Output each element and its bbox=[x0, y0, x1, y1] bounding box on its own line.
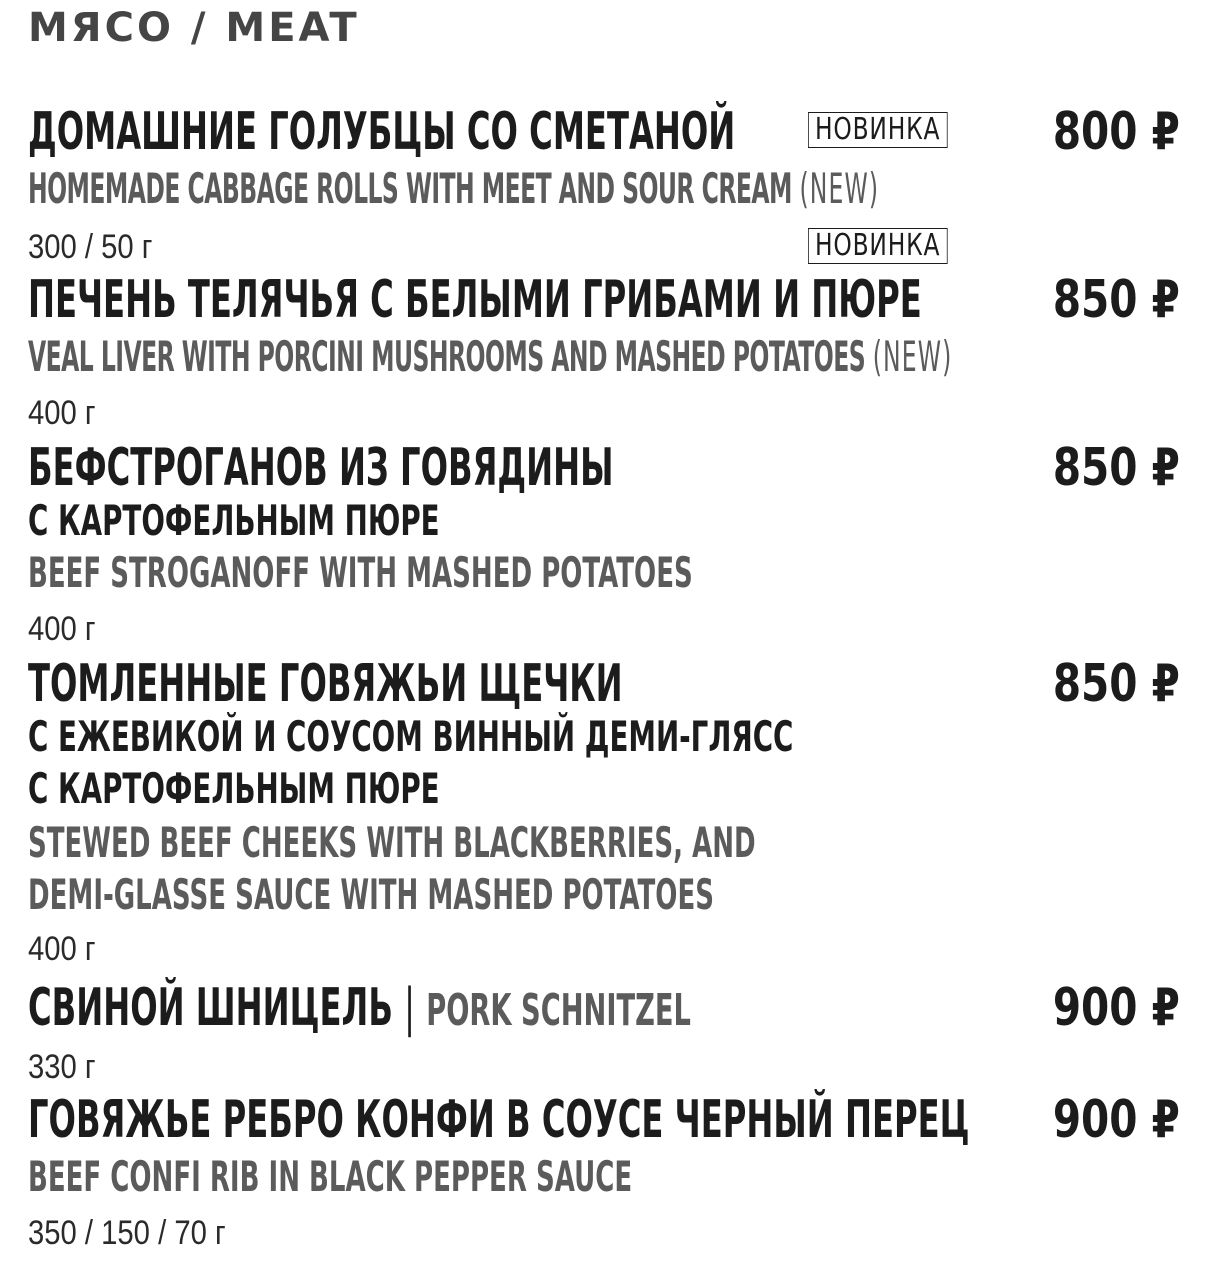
dish-name-ru-line3: С КАРТОФЕЛЬНЫМ ПЮРЕ bbox=[28, 764, 440, 813]
dish-price: 850 ₽ bbox=[1052, 438, 1180, 498]
dish-name-en: STEWED BEEF CHEEKS WITH BLACKBERRIES, AND bbox=[28, 818, 756, 867]
dish-weight: 400 г bbox=[28, 394, 96, 432]
dish-weight: 400 г bbox=[28, 930, 96, 968]
dish-price: 900 ₽ bbox=[1052, 1090, 1180, 1150]
dish-price: 900 ₽ bbox=[1052, 978, 1180, 1038]
dish-name-ru bbox=[28, 980, 691, 1039]
dish-price: 850 ₽ bbox=[1052, 654, 1180, 714]
dish-name-en: BEEF STROGANOFF WITH MASHED POTATOES bbox=[28, 548, 693, 597]
dish-price: 800 ₽ bbox=[1052, 102, 1180, 162]
dish-name-ru: ТОМЛЕННЫЕ ГОВЯЖЬИ ЩЕЧКИ bbox=[28, 654, 623, 714]
dish-name-ru: ДОМАШНИЕ ГОЛУБЦЫ СО СМЕТАНОЙ bbox=[28, 102, 736, 162]
dish-weight: 350 / 150 / 70 г bbox=[28, 1214, 226, 1252]
dish-name-ru: ГОВЯЖЬЕ РЕБРО КОНФИ В СОУСЕ ЧЕРНЫЙ ПЕРЕЦ bbox=[28, 1090, 970, 1150]
new-tag: (NEW) bbox=[872, 332, 953, 381]
dish-name-ru-line2: С КАРТОФЕЛЬНЫМ ПЮРЕ bbox=[28, 496, 440, 545]
dish-weight: 330 г bbox=[28, 1048, 96, 1086]
dish-name-en-text: HOMEMADE CABBAGE ROLLS WITH MEET AND SOUR CREAM bbox=[28, 164, 792, 213]
dish-weight: 300 / 50 г bbox=[28, 228, 153, 266]
dish-name-ru: ПЕЧЕНЬ ТЕЛЯЧЬЯ С БЕЛЫМИ ГРИБАМИ И ПЮРЕ bbox=[28, 270, 922, 330]
new-badge: НОВИНКА bbox=[808, 228, 947, 264]
new-tag: (NEW) bbox=[799, 164, 880, 213]
dish-name-en bbox=[28, 334, 952, 380]
dish-name-en bbox=[28, 166, 879, 212]
dish-price: 850 ₽ bbox=[1052, 270, 1180, 330]
dish-name-en: PORK SCHNITZEL bbox=[426, 985, 691, 1036]
dish-name-ru: БЕФСТРОГАНОВ ИЗ ГОВЯДИНЫ bbox=[28, 438, 614, 498]
dish-name-ru-line2: С ЕЖЕВИКОЙ И СОУСОМ ВИННЫЙ ДЕМИ-ГЛЯСС bbox=[28, 712, 794, 761]
dish-name-en-text: VEAL LIVER WITH PORCINI MUSHROOMS AND MASHED POTATOES bbox=[28, 332, 866, 381]
dish-name-en-line2: DEMI-GLASSE SAUCE WITH MASHED POTATOES bbox=[28, 870, 714, 919]
new-badge: НОВИНКА bbox=[808, 112, 947, 148]
dish-weight: 400 г bbox=[28, 610, 96, 648]
dish-name-ru-text: СВИНОЙ ШНИЦЕЛЬ bbox=[28, 978, 393, 1038]
dish-name-en: BEEF CONFI RIB IN BLACK PEPPER SAUCE bbox=[28, 1152, 633, 1201]
separator: | bbox=[404, 978, 415, 1038]
section-title: МЯСО / MEAT bbox=[28, 5, 360, 51]
